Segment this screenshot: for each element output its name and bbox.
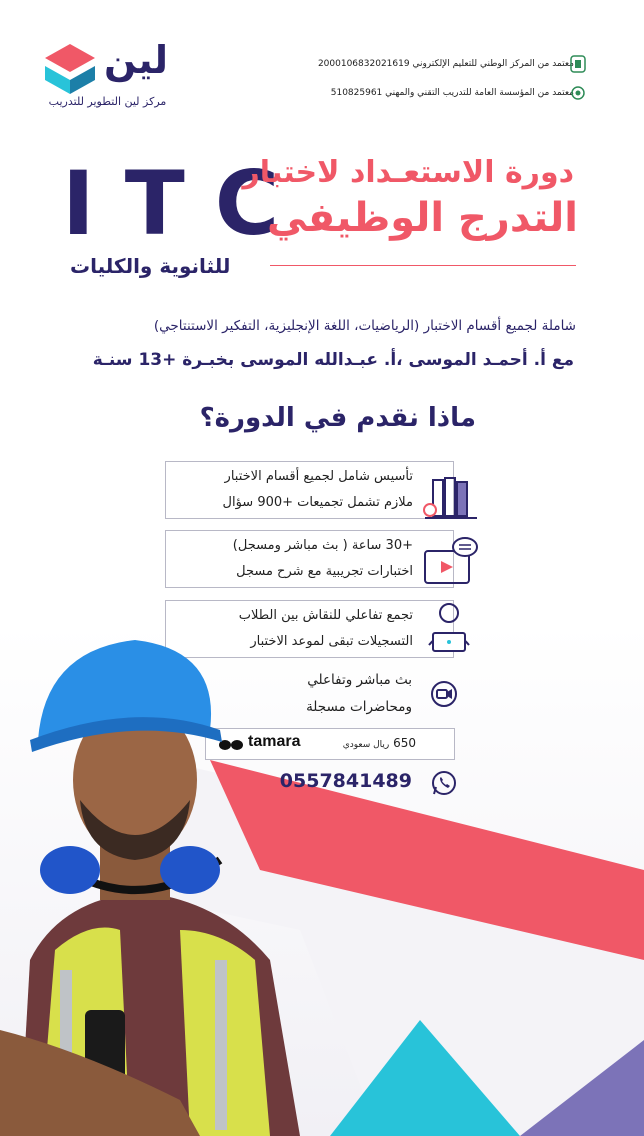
- feature-line: ملازم تشمل تجميعات +900 سؤال: [222, 495, 413, 510]
- tamara-wordmark: tamara: [248, 733, 301, 750]
- books-icon: [421, 476, 479, 520]
- video-lesson-icon: [421, 535, 479, 587]
- feature-box-hours: [165, 530, 454, 588]
- feature-box-foundation: [165, 461, 454, 519]
- worker-photo: [0, 630, 330, 1136]
- tvtc-seal-icon: [570, 84, 586, 102]
- itc-title: ITC: [62, 152, 310, 255]
- title-divider: [270, 265, 576, 266]
- feature-line: +30 ساعة ( بث مباشر ومسجل): [232, 538, 413, 553]
- price-currency: ريال سعودي: [342, 740, 390, 750]
- live-line2: ومحاضرات مسجلة: [306, 699, 412, 715]
- video-camera-icon: [430, 680, 458, 708]
- audience-label: للثانوية والكليات: [70, 254, 231, 278]
- price-label: [343, 736, 416, 750]
- logo-text: لين: [104, 38, 168, 82]
- live-line1: بث مباشر وتفاعلي: [307, 672, 412, 688]
- feature-line: تجمع تفاعلي للنقاش بين الطلاب: [238, 608, 413, 623]
- title-line1: دورة الاستعـداد لاختبار: [242, 155, 574, 190]
- national-elearning-seal-icon: [570, 55, 586, 73]
- section-question: ماذا نقدم في الدورة؟: [199, 403, 476, 433]
- price-amount: 650: [393, 736, 416, 750]
- feature-line: التسجيلات تبقى لموعد الاختبار: [250, 634, 413, 649]
- whatsapp-icon[interactable]: [430, 769, 458, 797]
- earmuff-right: [160, 846, 220, 894]
- feature-line: اختبارات تجريبية مع شرح مسجل: [236, 564, 413, 579]
- phone-number[interactable]: 0557841489: [279, 770, 412, 792]
- feature-line: تأسيس شامل لجميع أقسام الاختبار: [224, 469, 413, 484]
- logo-subtitle: مركز لين التطوير للتدريب: [48, 95, 167, 108]
- accreditation-tvtc: معتمد من المؤسسة العامة للتدريب التقني والمهني 510825961: [330, 88, 574, 98]
- course-subtitle: شاملة لجميع أقسام الاختبار (الرياضيات، اللغة الإنجليزية، التفكير الاستنتاجي): [153, 318, 576, 334]
- teachers-line: مع أ. أحمـد الموسى ،أ. عبـدالله الموسى بخبـرة +13 سنـة: [92, 350, 574, 370]
- student-laptop-icon: [421, 601, 479, 657]
- reflective-strip: [215, 960, 227, 1130]
- accreditation-national: معتمد من المركز الوطني للتعليم الإلكتروني 2000106832021619: [317, 59, 574, 69]
- earmuff-left: [40, 846, 100, 894]
- title-line2: التدرج الوظيفي: [266, 195, 578, 241]
